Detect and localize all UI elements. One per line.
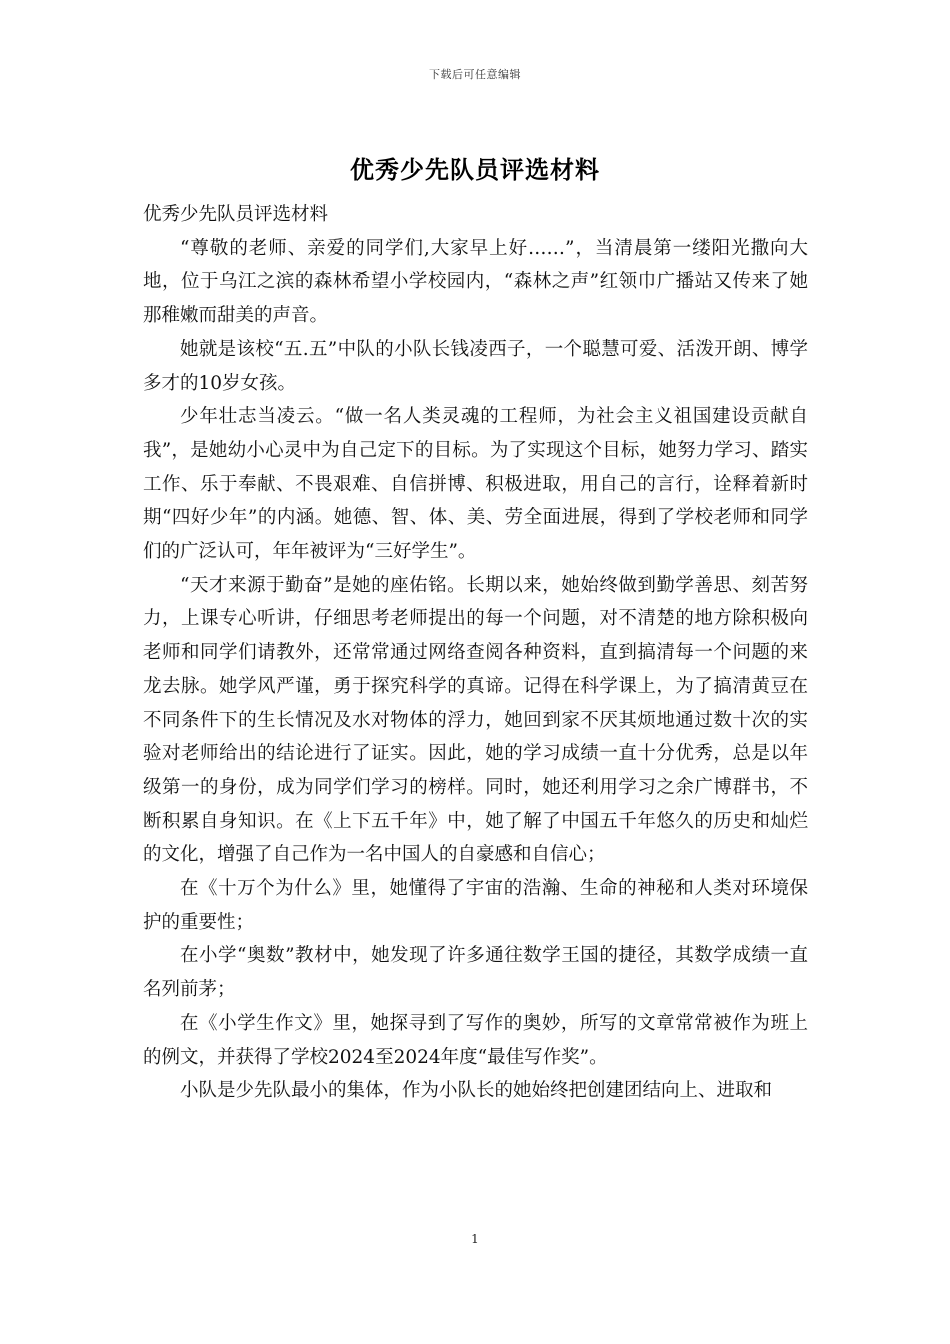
paragraph-ambition: 少年壮志当凌云。“做一名人类灵魂的工程师，为社会主义祖国建设贡献自我”，是她幼小心灵中为自己定下的目标。为了实现这个目标，她努力学习、踏实工作、乐于奉献、不畏艰难、自信拼博、积极进取，用自己的言行，诠释着新时期“四好少年”的内涵。她德、智、体、美、劳全面进展，得到了学校老师和同学们的广泛认可，年年被评为“三好学生”。 — [143, 406, 808, 563]
paragraph-introduction: 她就是该校“五.五”中队的小队长钱凌西子，一个聪慧可爱、活泼开朗、博学多才的10岁女孩。 — [143, 338, 808, 394]
paragraph-team-leader: 小队是少先队最小的集体，作为小队长的她始终把创建团结向上、进取和 — [180, 1080, 773, 1102]
paragraph-greeting: “尊敬的老师、亲爱的同学们,大家早上好……”，当清晨第一缕阳光撒向大地，位于乌江之滨的森林希望小学校园内，“森林之声”红领巾广播站又传来了她那稚嫩而甜美的声音。 — [143, 237, 808, 327]
page-header-note: 下载后可任意编辑 — [429, 68, 521, 81]
document-body — [143, 198, 808, 1108]
document-title: 优秀少先队员评选材料 — [350, 156, 600, 184]
paragraph-writing: 在《小学生作文》里，她探寻到了写作的奥妙，所写的文章常常被作为班上的例文，并获得了学校2024至2024年度“最佳写作奖”。 — [143, 1012, 808, 1068]
document-subtitle: 优秀少先队员评选材料 — [143, 204, 329, 225]
paragraph-reading-why: 在《十万个为什么》里，她懂得了宇宙的浩瀚、生命的神秘和人类对环境保护的重要性； — [143, 878, 808, 933]
paragraph-diligence: “天才来源于勤奋”是她的座佑铭。长期以来，她始终做到勤学善思、刻苦努力，上课专心听讲，仔细思考老师提出的每一个问题，对不清楚的地方除积极向老师和同学们请教外，还常常通过网络查阅各种资料，直到搞清每一个问题的来龙去脉。她学风严谨，勇于探究科学的真谛。记得在科学课上，为了搞清黄豆在不同条件下的生长情况及水对物体的浮力，她回到家不厌其烦地通过数十次的实验对老师给出的结论进行了证实。因此，她的学习成绩一直十分优秀，总是以年级第一的身份，成为同学们学习的榜样。同时，她还利用学习之余广博群书，不断积累自身知识。在《上下五千年》中，她了解了中国五千年悠久的历史和灿烂的文化，增强了自己作为一名中国人的自豪感和自信心； — [143, 574, 808, 866]
page-number: 1 — [471, 1232, 479, 1246]
paragraph-math: 在小学“奥数”教材中，她发现了许多通往数学王国的捷径，其数学成绩一直名列前茅； — [143, 945, 808, 1001]
